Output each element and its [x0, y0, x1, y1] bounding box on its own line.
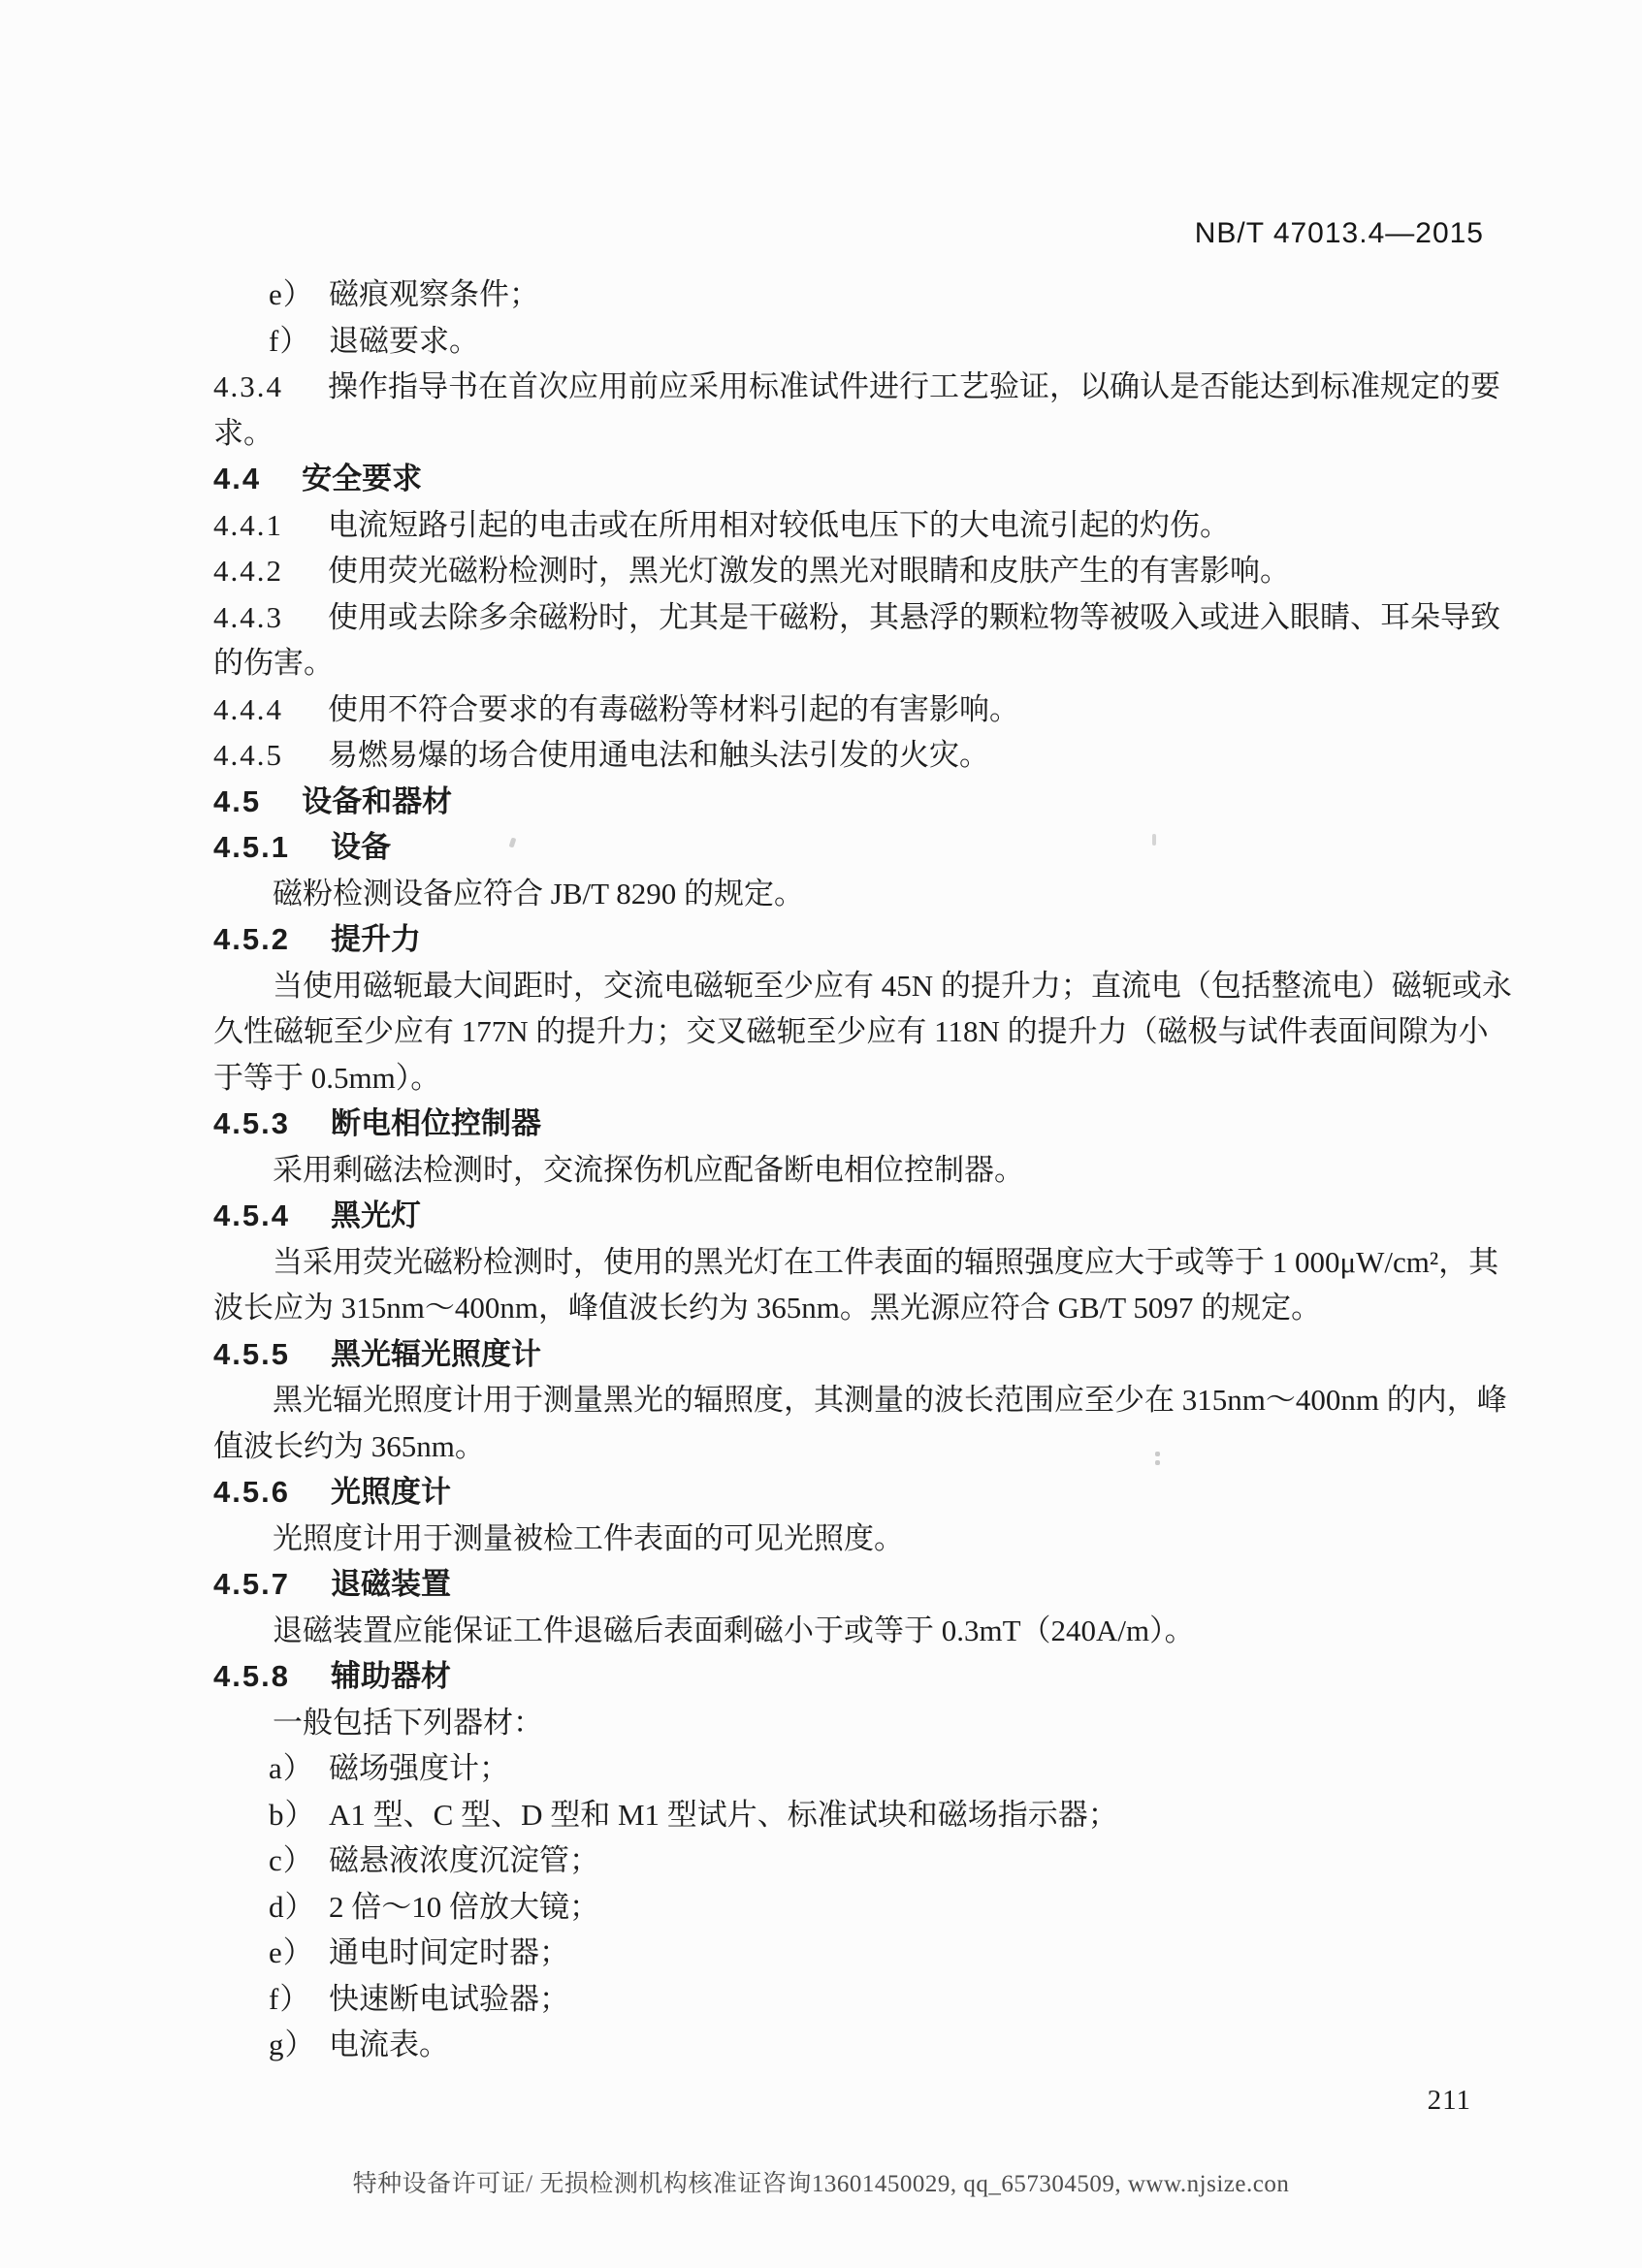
line-text: 退磁要求。	[329, 323, 479, 358]
heading-4-5-8	[213, 1653, 1503, 1700]
line-text: 光照度计用于测量被检工件表面的可见光照度。	[273, 1520, 904, 1555]
line-text: 磁悬液浓度沉淀管；	[329, 1843, 599, 1877]
heading-4-5-5	[213, 1331, 1503, 1378]
line-text: 求。	[213, 415, 274, 450]
item-label: a）	[269, 1751, 314, 1785]
line-text: 电流短路引起的电击或在所用相对较低电压下的大电流引起的灼伤。	[328, 507, 1230, 542]
list-item-f-top	[213, 318, 1503, 365]
item-label: e）	[269, 1935, 314, 1969]
line-text: 使用不符合要求的有毒磁粉等材料引起的有害影响。	[328, 691, 1019, 726]
line-text: 采用剩磁法检测时，交流探伤机应配备断电相位控制器。	[273, 1152, 1024, 1187]
list-item-g	[213, 2022, 1503, 2068]
heading-4-5-2	[213, 916, 1503, 963]
page-number: 211	[1427, 2085, 1471, 2116]
clause-4-3-4-cont	[213, 410, 1503, 457]
heading-4-5-4	[213, 1193, 1503, 1239]
list-item-a	[213, 1745, 1503, 1792]
line-text: 磁粉检测设备应符合 JB/T 8290 的规定。	[273, 876, 804, 910]
para-4-5-3	[213, 1147, 1503, 1194]
list-item-e-top	[213, 272, 1503, 318]
line-text: 黑光辐光照度计用于测量黑光的辐照度，其测量的波长范围应至少在 315nm～400nm 的内，峰	[273, 1383, 1507, 1417]
clause-number: 4.4.2	[213, 554, 283, 588]
heading-text: 提升力	[330, 922, 421, 956]
heading-4-4	[213, 456, 1503, 502]
line-text: 操作指导书在首次应用前应采用标准试件进行工艺验证，以确认是否能达到标准规定的要	[328, 369, 1500, 403]
heading-text: 退磁装置	[330, 1567, 451, 1601]
heading-text: 黑光灯	[330, 1198, 421, 1232]
clause-number: 4.4.3	[213, 599, 283, 634]
line-text: 当使用磁轭最大间距时，交流电磁轭至少应有 45N 的提升力；直流电（包括整流电）磁轭或永	[273, 968, 1512, 1003]
line-text: 的伤害。	[213, 646, 334, 680]
heading-text: 黑光辐光照度计	[330, 1336, 541, 1371]
line-text: 久性磁轭至少应有 177N 的提升力；交叉磁轭至少应有 118N 的提升力（磁极与试件表面间隙为小	[213, 1014, 1489, 1048]
line-text: 一般包括下列器材：	[273, 1705, 543, 1740]
item-label: f）	[269, 1981, 311, 2016]
clause-number: 4.5.6	[213, 1475, 290, 1509]
para-4-5-2	[213, 963, 1512, 1009]
para-4-5-4-cont	[213, 1285, 1503, 1331]
item-label: e）	[269, 277, 314, 311]
line-text: 于等于 0.5mm）。	[213, 1060, 441, 1095]
para-4-5-5-cont	[213, 1423, 1503, 1470]
clause-4-4-4	[213, 687, 1503, 733]
para-4-5-6	[213, 1516, 1503, 1562]
heading-text: 光照度计	[330, 1475, 451, 1509]
line-text: 使用荧光磁粉检测时，黑光灯激发的黑光对眼睛和皮肤产生的有害影响。	[328, 554, 1290, 588]
para-4-5-8	[213, 1700, 1503, 1746]
line-text: 易燃易爆的场合使用通电法和触头法引发的火灾。	[328, 738, 989, 772]
scan-artifact	[1152, 834, 1156, 846]
item-label: d）	[269, 1889, 316, 1924]
line-text: 快速断电试验器；	[329, 1981, 569, 2016]
item-label: g）	[269, 2028, 316, 2061]
clause-4-4-2	[213, 548, 1503, 594]
clause-4-4-5	[213, 732, 1503, 779]
line-text: 当采用荧光磁粉检测时，使用的黑光灯在工件表面的辐照强度应大于或等于 1 000μW/cm²，其	[273, 1244, 1499, 1279]
line-text: 2 倍～10 倍放大镜；	[329, 1889, 599, 1924]
heading-text: 设备	[330, 830, 391, 864]
line-text: 退磁装置应能保证工件退磁后表面剩磁小于或等于 0.3mT（240A/m）。	[273, 1613, 1195, 1647]
line-text: 磁痕观察条件；	[329, 277, 539, 311]
line-text: 磁场强度计；	[329, 1751, 509, 1785]
item-label: b）	[269, 1797, 316, 1832]
item-label: f）	[269, 323, 311, 358]
clause-4-4-3	[213, 594, 1503, 641]
heading-text: 断电相位控制器	[330, 1106, 541, 1140]
doc-number: NB/T 47013.4—2015	[1194, 217, 1484, 249]
line-text: 通电时间定时器；	[329, 1935, 569, 1969]
clause-number: 4.5.5	[213, 1336, 290, 1371]
clause-number: 4.5.2	[213, 922, 290, 956]
clause-number: 4.5.4	[213, 1198, 290, 1232]
clause-4-3-4	[213, 364, 1503, 410]
heading-4-5	[213, 779, 1503, 825]
clause-4-4-3-cont	[213, 640, 1503, 687]
clause-number: 4.4	[213, 462, 262, 495]
list-item-f	[213, 1976, 1503, 2023]
list-item-d	[213, 1884, 1503, 1931]
item-label: c）	[269, 1843, 314, 1877]
clause-number: 4.5.8	[213, 1659, 290, 1693]
line-text: 使用或去除多余磁粉时，尤其是干磁粉，其悬浮的颗粒物等被吸入或进入眼睛、耳朵导致	[328, 599, 1500, 634]
page-body	[213, 272, 1512, 2068]
para-4-5-2-cont-2	[213, 1055, 1503, 1102]
para-4-5-2-cont-1	[213, 1008, 1503, 1055]
clause-number: 4.4.4	[213, 691, 283, 726]
heading-4-5-6	[213, 1469, 1503, 1516]
line-text: 波长应为 315nm～400nm，峰值波长约为 365nm。黑光源应符合 GB/T 5097 的规定。	[213, 1291, 1322, 1325]
clause-number: 4.4.5	[213, 738, 283, 772]
clause-number: 4.4.1	[213, 507, 283, 542]
clause-number: 4.3.4	[213, 369, 283, 403]
clause-number: 4.5.1	[213, 830, 290, 864]
line-text: 值波长约为 365nm。	[213, 1428, 485, 1463]
heading-4-5-7	[213, 1561, 1503, 1608]
line-text: A1 型、C 型、D 型和 M1 型试片、标准试块和磁场指示器；	[329, 1797, 1118, 1832]
para-4-5-1	[213, 871, 1503, 917]
para-4-5-4	[213, 1239, 1503, 1286]
para-4-5-5	[213, 1377, 1507, 1423]
line-text: 电流表。	[329, 2028, 449, 2061]
clause-number: 4.5.3	[213, 1106, 290, 1140]
scan-artifact	[1155, 1452, 1160, 1456]
list-item-b	[213, 1792, 1503, 1838]
clause-4-4-1	[213, 502, 1503, 549]
heading-text: 安全要求	[302, 462, 423, 495]
heading-text: 辅助器材	[330, 1659, 451, 1693]
clause-number: 4.5.7	[213, 1567, 290, 1601]
heading-text: 设备和器材	[302, 783, 453, 818]
list-item-e	[213, 1930, 1503, 1976]
heading-4-5-3	[213, 1101, 1503, 1147]
para-4-5-7	[213, 1608, 1503, 1654]
footer-note: 特种设备许可证/ 无损检测机构核准证咨询13601450029, qq_657304509, www.njsize.con	[352, 2171, 1290, 2197]
clause-number: 4.5	[213, 783, 262, 818]
heading-4-5-1	[213, 824, 1503, 871]
list-item-c	[213, 1837, 1503, 1884]
